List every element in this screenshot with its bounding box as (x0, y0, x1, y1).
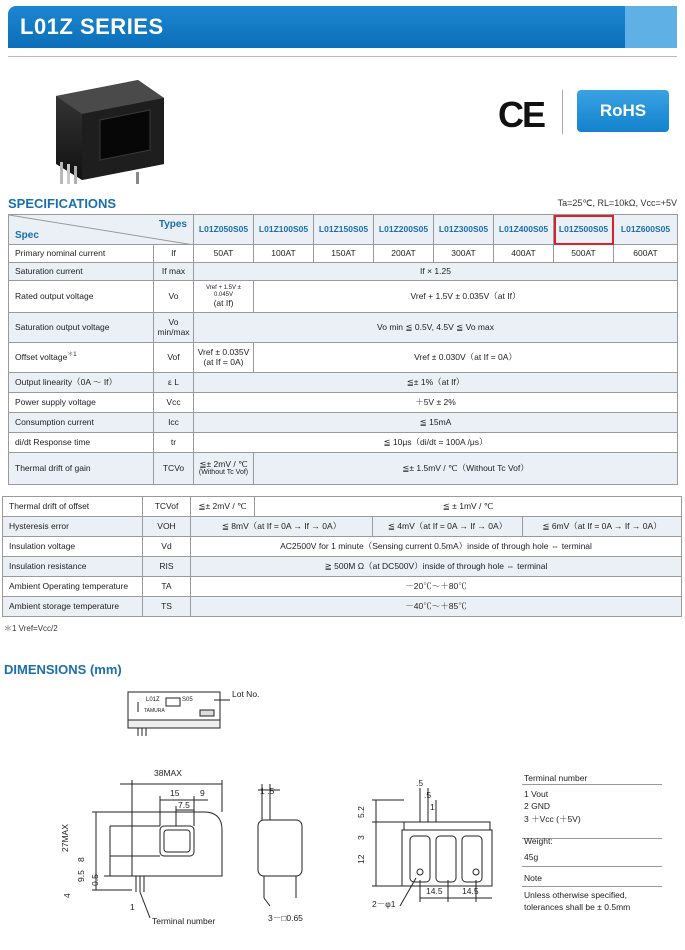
legend-note-2: tolerances shall be ± 0.5mm (524, 902, 631, 912)
value-line: (at If) (213, 297, 234, 308)
dim-1-5: 1 .5 (260, 786, 275, 796)
row-symbol: TS (143, 597, 191, 617)
row-symbol: Vo (154, 281, 194, 313)
row-label: Output linearity（0A ～ If） (9, 373, 154, 393)
dim-pin-1: 1 (130, 902, 135, 912)
value-cell: ≧ 500M Ω（at DC500V）inside of through hole ⇔ terminal (191, 557, 682, 577)
dim-9: 9 (200, 788, 205, 798)
dim-0-5: 0.5 (90, 874, 100, 886)
value-cell: 50AT (194, 245, 254, 263)
value-cell: ≦± 1%（at If） (194, 373, 678, 393)
value-cell: 300AT (434, 245, 494, 263)
row-label: Rated output voltage (9, 281, 154, 313)
type-cell-highlighted: L01Z500S05 (554, 215, 614, 245)
spec-table-lower (2, 496, 682, 617)
dim-9-5: 9.5 (76, 870, 86, 882)
value-cell: ≦ 10μs（di/dt = 100A /μs） (194, 433, 678, 453)
label-view-base (128, 720, 220, 728)
specifications-title: SPECIFICATIONS (8, 196, 117, 211)
value-line: (at If = 0A) (203, 356, 244, 367)
dim-rear-5a: .5 (416, 778, 424, 788)
row-symbol: TA (143, 577, 191, 597)
badge-divider (562, 90, 563, 134)
header-tab (625, 6, 677, 48)
row-label: Primary nominal current (9, 245, 154, 263)
row-symbol: Vd (143, 537, 191, 557)
row-symbol: ε L (154, 373, 194, 393)
value-cell: －20℃～＋80℃ (191, 577, 682, 597)
type-cell: L01Z100S05 (254, 215, 314, 245)
legend-rule (522, 866, 662, 867)
corner-types-label: Types (158, 219, 187, 230)
value-cell: 600AT (614, 245, 678, 263)
value-cell: ≦ 4mV（at If = 0A → If → 0A） (373, 517, 523, 537)
dim-7-5: 7.5 (178, 800, 190, 810)
value-cell: ≦ 15mA (194, 413, 678, 433)
page-title: L01Z SERIES (20, 14, 164, 39)
dim-rear-1: 1 (430, 802, 435, 812)
table-corner (9, 215, 194, 245)
dim-8: 8 (76, 857, 86, 862)
terminal-leader (140, 892, 150, 918)
row-label (9, 343, 154, 373)
value-cell: If × 1.25 (194, 263, 678, 281)
dim-4: 4 (62, 893, 72, 898)
legend-terminal-1: 1 Vout (524, 789, 549, 799)
value-cell: Vref ± 0.030V（at If = 0A） (254, 343, 678, 373)
dim-hole: 2－φ1 (372, 899, 396, 909)
value-line: Vref + 1.5V ± 0.045V (206, 284, 241, 298)
row-label: Saturation output voltage (9, 313, 154, 343)
footnote-mark: ＊1 (67, 352, 77, 359)
row-label: Power supply voltage (9, 393, 154, 413)
type-cell: L01Z150S05 (314, 215, 374, 245)
row-label: Thermal drift of offset (3, 497, 143, 517)
row-symbol: Icc (154, 413, 194, 433)
dimensions-title: DIMENSIONS (mm) (4, 662, 122, 677)
row-label: Insulation resistance (3, 557, 143, 577)
terminal-number-label: Terminal number (152, 916, 216, 926)
value-cell-first (194, 453, 254, 485)
row-symbol: If max (154, 263, 194, 281)
row-symbol (154, 313, 194, 343)
row-label: Ambient storage temperature (3, 597, 143, 617)
row-label: Hysteresis error (3, 517, 143, 537)
value-cell: ≦ ± 1mV / ℃ (255, 497, 682, 517)
type-cell: L01Z600S05 (614, 215, 678, 245)
value-line: (Without Tc Vof) (198, 469, 249, 477)
row-symbol: Vcc (154, 393, 194, 413)
row-label: Ambient Operating temperature (3, 577, 143, 597)
row-label: Thermal drift of gain (9, 453, 154, 485)
value-cell: 200AT (374, 245, 434, 263)
lot-no-label: Lot No. (232, 689, 260, 699)
legend-rule (522, 886, 662, 887)
dim-27max: 27MAX (60, 824, 70, 852)
legend-rule (522, 784, 662, 785)
product-photo (38, 76, 168, 186)
row-symbol: TCVo (154, 453, 194, 485)
legend-weight: 45g (524, 852, 539, 862)
value-cell: Vo min ≦ 0.5V, 4.5V ≦ Vo max (194, 313, 678, 343)
value-line: Vref ± 0.035V (197, 346, 250, 357)
row-symbol: Vof (154, 343, 194, 373)
label-brand-text: TAMURA (144, 708, 165, 714)
header-divider (8, 56, 677, 57)
value-cell: 100AT (254, 245, 314, 263)
symbol-line: min/max (157, 326, 190, 337)
type-cell: L01Z050S05 (194, 215, 254, 245)
legend-terminal-2: 2 GND (524, 801, 550, 811)
value-cell: ＋5V ± 2% (194, 393, 678, 413)
legend-weight-title: Weight: (524, 836, 553, 846)
legend-terminal-3: 3 ＋Vcc (＋5V) (524, 814, 581, 824)
row-label: Consumption current (9, 413, 154, 433)
symbol-line: Vo (168, 316, 179, 327)
side-view-outline (258, 820, 302, 876)
value-cell: ≦± 1.5mV / ℃（Without Tc Vof） (254, 453, 678, 485)
front-view-outline (132, 812, 222, 876)
dim-rear-5b: .5 (424, 790, 432, 800)
legend-note-title: Note (524, 873, 542, 883)
label-suffix-text: S05 (182, 697, 193, 703)
dim-38max: 38MAX (154, 768, 182, 778)
value-cell: ≦ 6mV（at If = 0A → If → 0A） (523, 517, 682, 537)
rohs-badge: RoHS (577, 90, 669, 132)
label-model-text: L01Z (146, 697, 160, 703)
footnote: ＊1 Vref=Vcc/2 (4, 624, 58, 633)
value-cell: AC2500V for 1 minute（Sensing current 0.5mA）inside of through hole ⇔ terminal (191, 537, 682, 557)
value-cell-first (194, 343, 254, 373)
row-symbol: VOH (143, 517, 191, 537)
rear-view-outline (402, 830, 492, 886)
value-cell: 500AT (554, 245, 614, 263)
type-cell: L01Z400S05 (494, 215, 554, 245)
value-cell: Vref + 1.5V ± 0.035V（at If） (254, 281, 678, 313)
value-cell-first (194, 281, 254, 313)
test-conditions: Ta=25℃, RL=10kΩ, Vcc=+5V (557, 198, 677, 208)
dim-pin-size: 3－□0.65 (268, 913, 303, 923)
row-symbol: tr (154, 433, 194, 453)
legend-note-1: Unless otherwise specified, (524, 890, 627, 900)
value-cell-first: ≦± 2mV / ℃ (191, 497, 255, 517)
dim-rear-14-5a: 14.5 (426, 886, 443, 896)
label-box (166, 698, 180, 706)
row-symbol: If (154, 245, 194, 263)
value-line: ≦± 2mV / ℃ (199, 458, 248, 469)
row-symbol: TCVof (143, 497, 191, 517)
legend-terminal-title: Terminal number (524, 773, 588, 783)
type-cell: L01Z200S05 (374, 215, 434, 245)
value-cell: 150AT (314, 245, 374, 263)
type-cell: L01Z300S05 (434, 215, 494, 245)
value-cell: 400AT (494, 245, 554, 263)
dim-15: 15 (170, 788, 180, 798)
ce-mark-icon: CE (498, 94, 545, 135)
dim-rear-3: 3 (356, 835, 366, 840)
row-symbol: RIS (143, 557, 191, 577)
dim-rear-12: 12 (356, 854, 366, 864)
corner-spec-label: Spec (15, 229, 39, 241)
row-label: Insulation voltage (3, 537, 143, 557)
value-cell: ≦ 8mV（at If = 0A → If → 0A） (191, 517, 373, 537)
spec-table-upper (8, 214, 678, 485)
row-label: di/dt Response time (9, 433, 154, 453)
dim-rear-5-2: 5.2 (356, 806, 366, 818)
series-header (8, 6, 677, 48)
dim-rear-14-5b: 14.5 (462, 886, 479, 896)
value-cell: －40℃～＋85℃ (191, 597, 682, 617)
row-label: Saturation current (9, 263, 154, 281)
label-text: Offset voltage (15, 352, 68, 363)
